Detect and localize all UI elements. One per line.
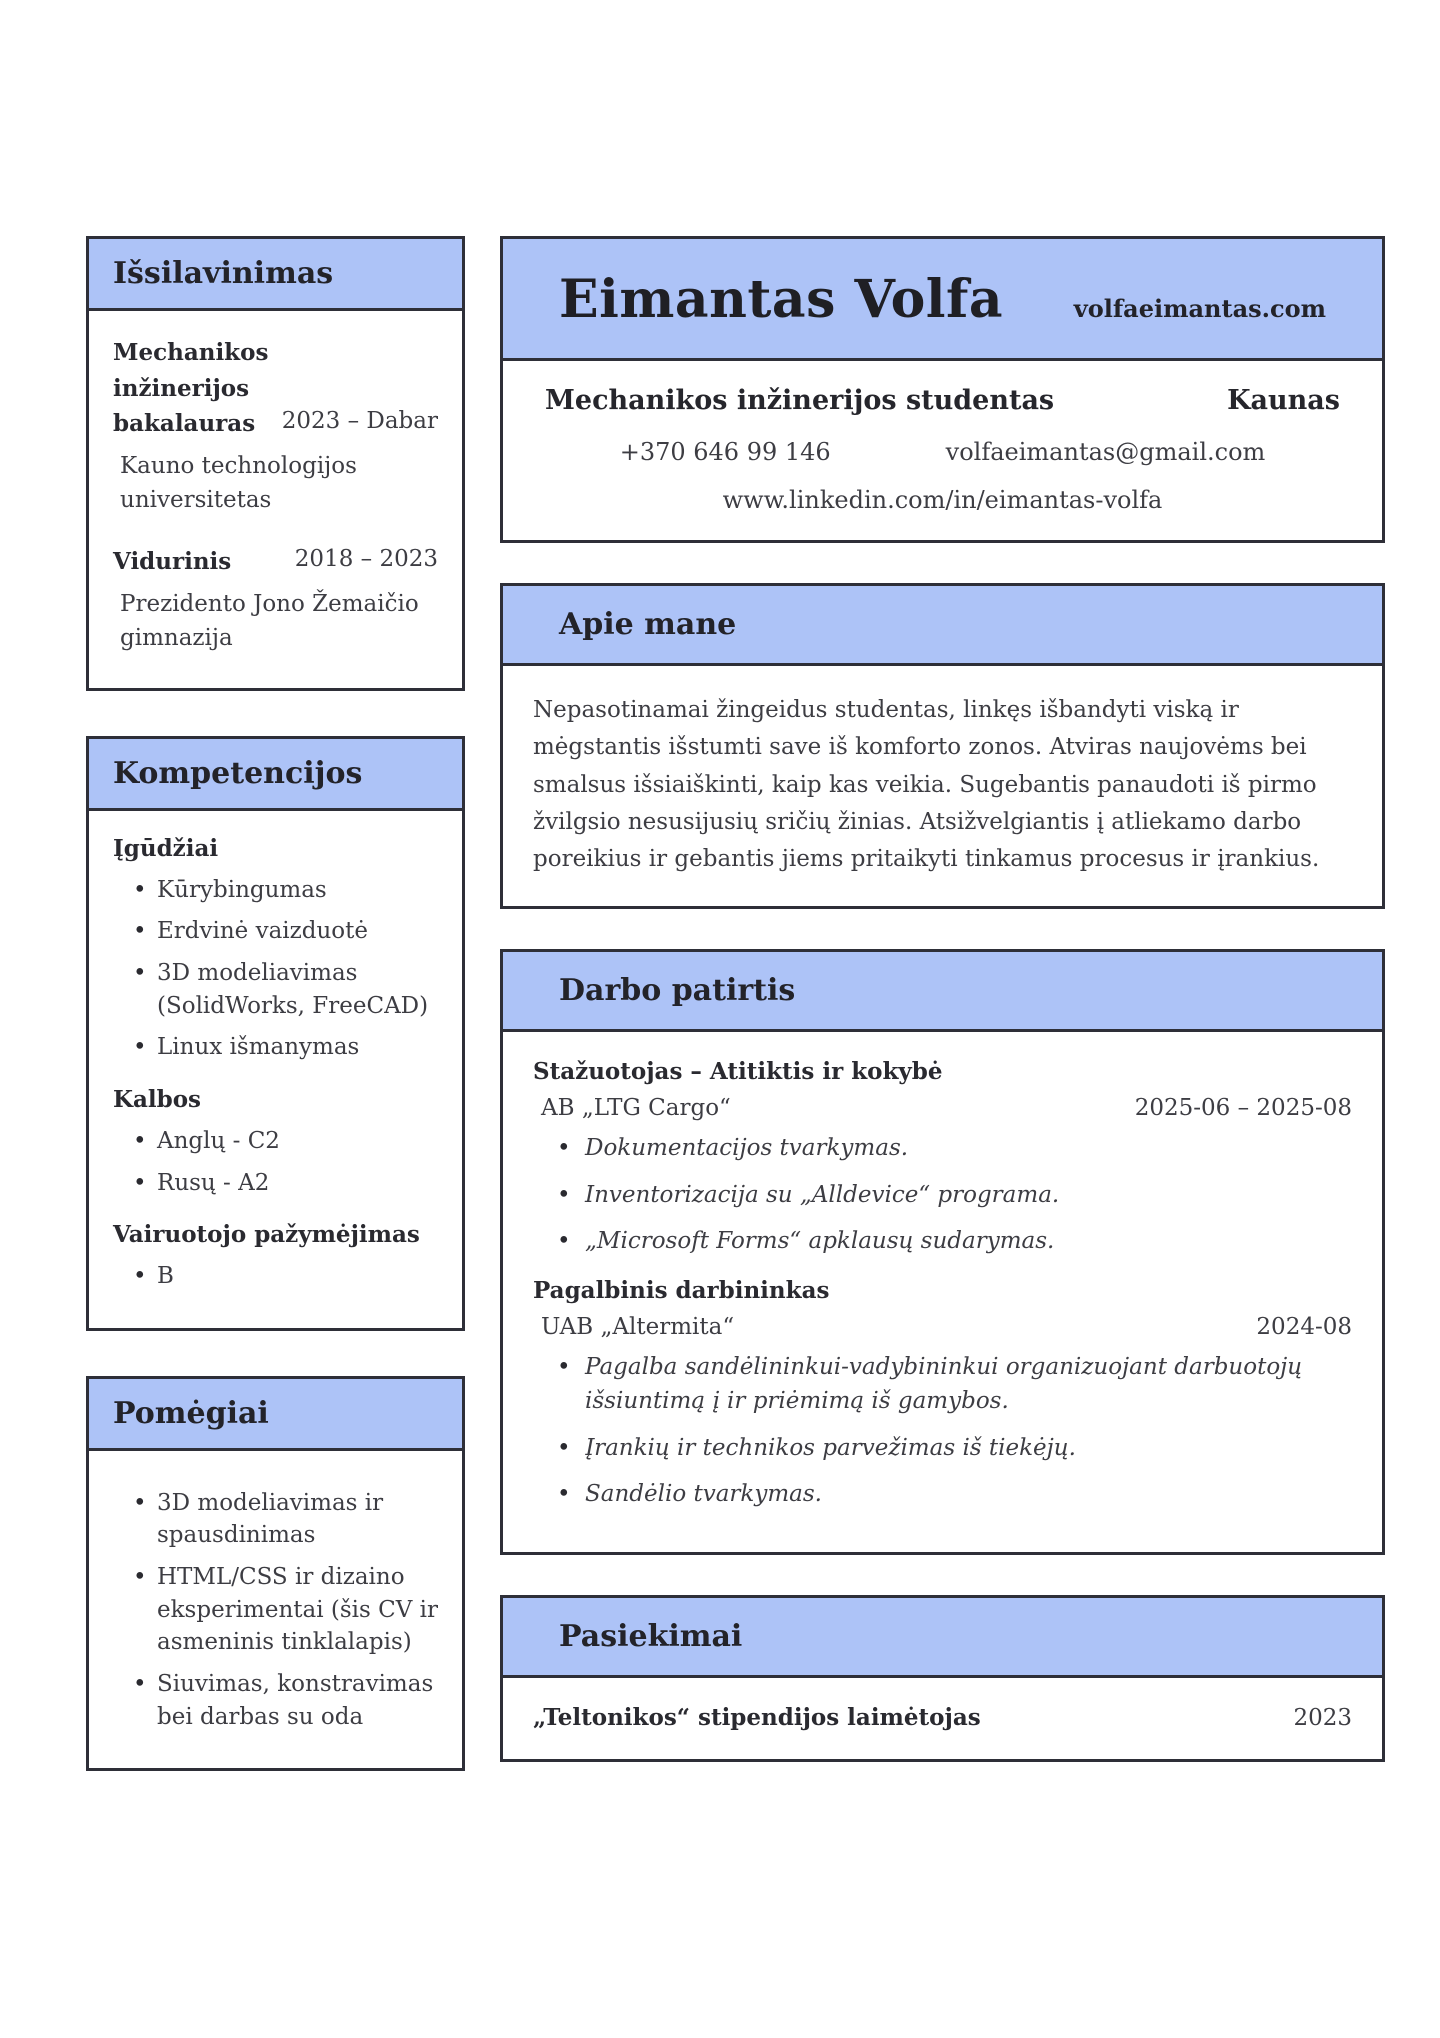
list-item: • HTML/CSS ir dizaino eksperimentai (šis CV ir asmeninis tinklalapis) [113, 1561, 438, 1659]
education-section-title: Išsilavinimas [89, 239, 462, 311]
job-dates: 2024-08 [1256, 1313, 1352, 1340]
languages-group-label: Kalbos [113, 1085, 202, 1113]
degree-dates: 2023 – Dabar [281, 408, 438, 435]
list-item: • Pagalba sandėlininkui-vadybininkui organizuojant darbuotojų išsiuntimą į ir priėmimą iš gamybos. [533, 1350, 1352, 1419]
degree-name: Mechanikos inžinerijos bakalauras [113, 339, 269, 438]
header-section [500, 236, 1385, 543]
skills-group-label: Įgūdžiai [113, 834, 219, 862]
education-section [86, 236, 465, 691]
job-position: Stažuotojas – Atitiktis ir kokybė [533, 1058, 943, 1086]
education-entry [113, 335, 438, 518]
hobbies-list [113, 1487, 438, 1734]
list-item: • „Microsoft Forms“ apklausų sudarymas. [533, 1224, 1352, 1259]
hobbies-section-title: Pomėgiai [89, 1379, 462, 1451]
hobbies-content [89, 1451, 462, 1769]
list-item: • Linux išmanymas [113, 1031, 438, 1064]
education-entry [113, 544, 438, 656]
name-banner [500, 236, 1385, 358]
list-item: • Sandėlio tvarkymas. [533, 1477, 1352, 1512]
competencies-content [89, 811, 462, 1328]
list-item: • Rusų - A2 [113, 1167, 438, 1200]
contact-card [500, 358, 1385, 543]
list-item: • Siuvimas, konstravimas bei darbas su oda [113, 1668, 438, 1733]
job-duties-list [533, 1131, 1352, 1259]
degree-dates: 2018 – 2023 [294, 545, 438, 572]
achievements-section [500, 1595, 1385, 1762]
job-role: Mechanikos inžinerijos studentas [545, 385, 1055, 416]
job-entry [533, 1058, 1352, 1259]
list-item: • 3D modeliavimas (SolidWorks, FreeCAD) [113, 957, 438, 1022]
main-column [500, 236, 1385, 1816]
list-item: • B [113, 1260, 438, 1293]
achievement-entry [533, 1704, 1352, 1731]
company-name: AB „LTG Cargo“ [541, 1095, 731, 1122]
about-text: Nepasotinamai žingeidus studentas, linkęs išbandyti viską ir mėgstantis išstumti save iš komforto zonos. Atviras naujovėms bei smalsus išsiaiškinti, kaip kas veikia. Sugebantis panaudoti iš pirmo žvilgsio nesusijusių sričių žinias. Atsižvelgiantis į atliekamo darbo poreikius ir gebantis jiems pritaikyti tinkamus procesus ir įrankius. [533, 697, 1320, 872]
list-item: • Kūrybingumas [113, 874, 438, 907]
sidebar [86, 236, 465, 1816]
website-link: volfaeimantas.com [1073, 294, 1326, 323]
hobbies-section [86, 1376, 465, 1772]
company-name: UAB „Altermita“ [541, 1313, 735, 1340]
person-name: Eimantas Volfa [559, 269, 1004, 330]
about-section-title: Apie mane [503, 586, 1382, 666]
experience-section [500, 949, 1385, 1555]
achievement-date: 2023 [1293, 1704, 1352, 1731]
linkedin-link: www.linkedin.com/in/eimantas-volfa [722, 486, 1163, 514]
experience-section-title: Darbo patirtis [503, 952, 1382, 1032]
about-section [500, 583, 1385, 909]
skills-list [113, 874, 438, 1064]
achievements-section-title: Pasiekimai [503, 1598, 1382, 1678]
degree-name: Vidurinis [113, 547, 232, 575]
email-address: volfaeimantas@gmail.com [945, 438, 1266, 466]
list-item: • Dokumentacijos tvarkymas. [533, 1131, 1352, 1166]
location: Kaunas [1227, 385, 1340, 416]
education-content [89, 311, 462, 688]
list-item: • Inventorizacija su „Alldevice“ programa. [533, 1178, 1352, 1213]
job-dates: 2025-06 – 2025-08 [1134, 1095, 1352, 1122]
job-position: Pagalbinis darbininkas [533, 1276, 830, 1304]
list-item: • 3D modeliavimas ir spausdinimas [113, 1487, 438, 1552]
languages-list [113, 1125, 438, 1199]
license-group-label: Vairuotojo pažymėjimas [113, 1221, 420, 1249]
phone-number: +370 646 99 146 [619, 438, 831, 466]
list-item: • Erdvinė vaizduotė [113, 915, 438, 948]
job-duties-list [533, 1350, 1352, 1512]
competencies-section [86, 736, 465, 1331]
competencies-section-title: Kompetencijos [89, 739, 462, 811]
school-name: Prezidento Jono Žemaičio gimnazija [120, 590, 419, 652]
school-name: Kauno technologijos universitetas [120, 452, 357, 514]
list-item: • Anglų - C2 [113, 1125, 438, 1158]
job-entry [533, 1277, 1352, 1512]
achievement-label: „Teltonikos“ stipendijos laimėtojas [533, 1703, 981, 1731]
list-item: • Įrankių ir technikos parvežimas iš tiekėjų. [533, 1431, 1352, 1466]
license-list [113, 1260, 438, 1293]
